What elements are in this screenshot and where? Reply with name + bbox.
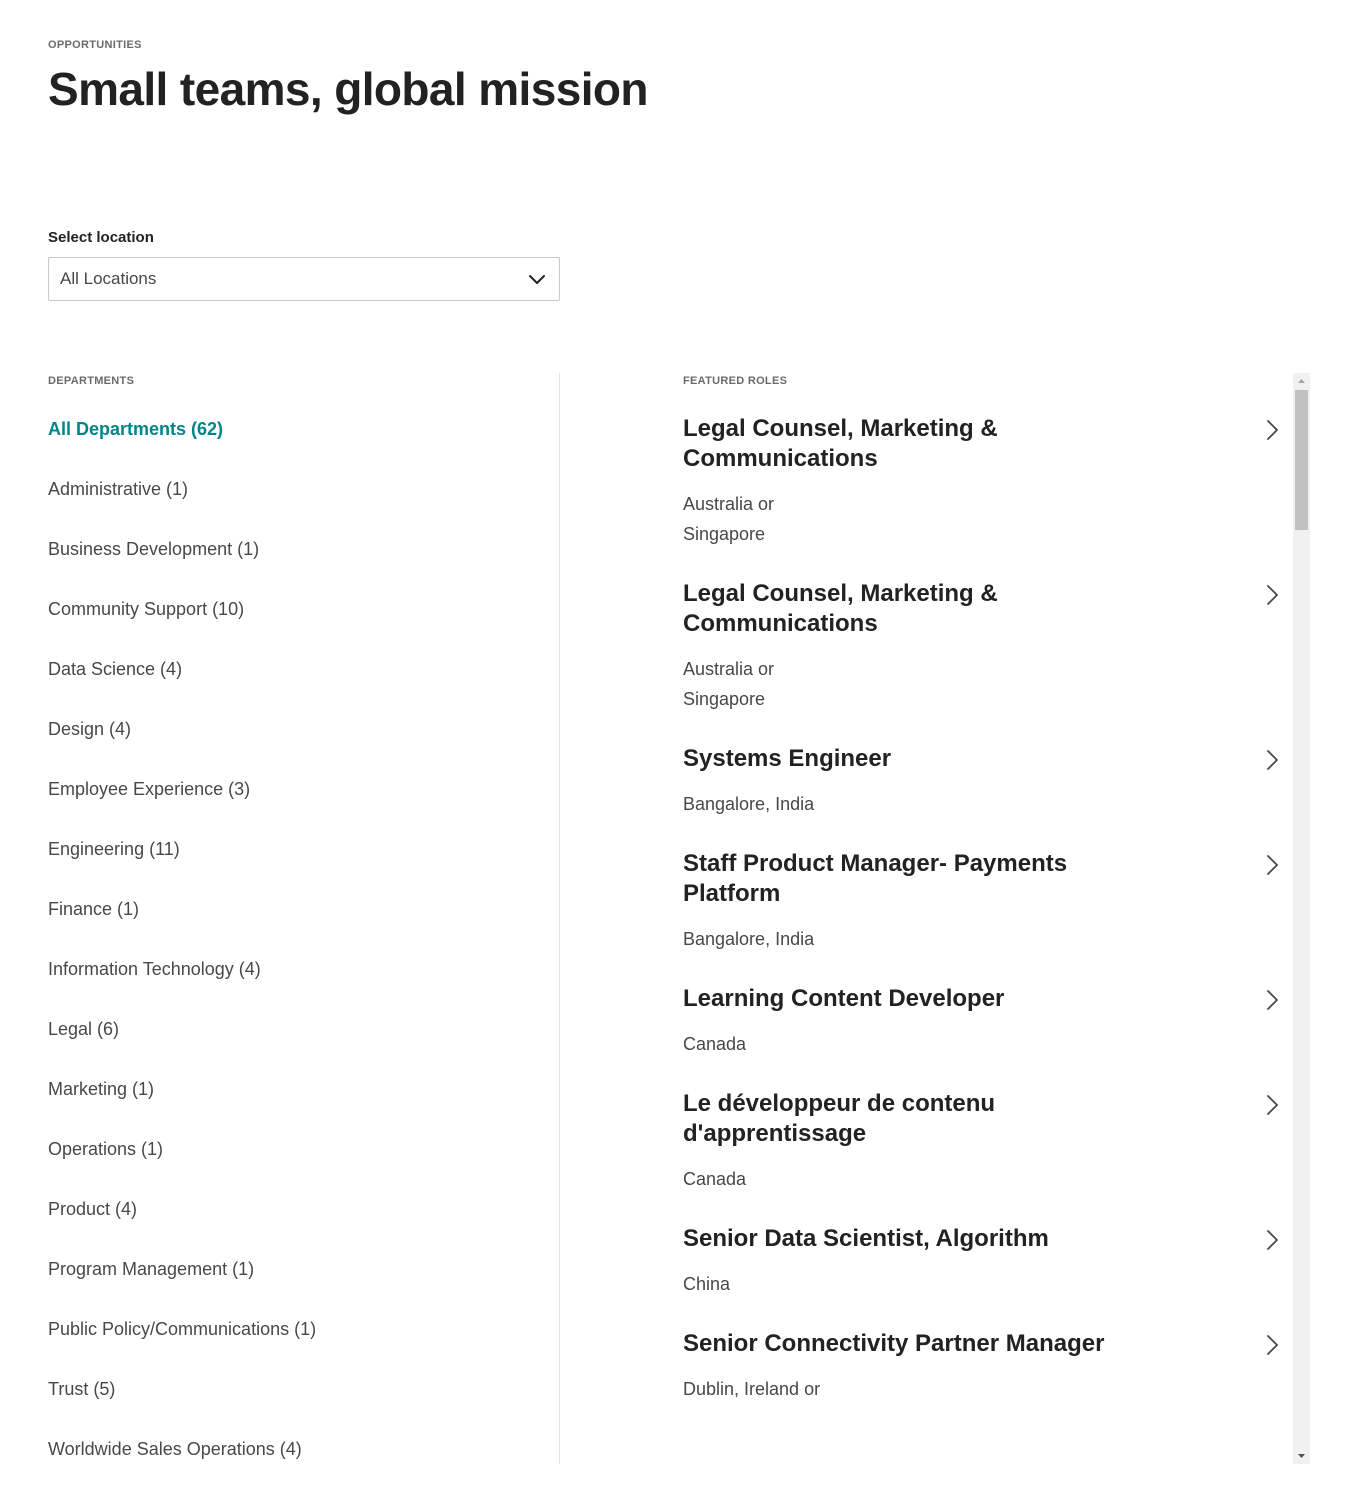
department-item[interactable]: Program Management (1) [48, 1259, 255, 1279]
chevron-right-icon [1265, 1334, 1279, 1356]
role-title: Le développeur de contenu d'apprentissage [683, 1090, 996, 1147]
role-title: Senior Connectivity Partner Manager [683, 1330, 1105, 1357]
section-eyebrow: OPPORTUNITIES [48, 39, 142, 51]
department-item[interactable]: Product (4) [48, 1199, 138, 1219]
department-item[interactable]: Employee Experience (3) [48, 779, 251, 799]
department-item[interactable]: Information Technology (4) [48, 959, 261, 979]
scroll-down-arrow-icon[interactable] [1293, 1447, 1310, 1464]
role-card[interactable] [683, 1088, 1293, 1223]
role-title: Legal Counsel, Marketing & Communications [683, 415, 998, 472]
role-card[interactable] [683, 848, 1293, 983]
role-card[interactable] [683, 578, 1293, 743]
department-item[interactable]: Marketing (1) [48, 1079, 155, 1099]
location-select[interactable] [48, 257, 560, 301]
chevron-right-icon [1265, 1094, 1279, 1116]
role-card[interactable] [683, 983, 1293, 1088]
department-list [48, 417, 538, 1497]
column-divider [559, 373, 560, 1464]
department-item[interactable]: Administrative (1) [48, 479, 189, 499]
role-card[interactable] [683, 1328, 1293, 1433]
role-location: Bangalore, India [683, 794, 815, 814]
role-location: Dublin, Ireland or [683, 1379, 821, 1399]
chevron-right-icon [1265, 419, 1279, 441]
department-item[interactable]: Worldwide Sales Operations (4) [48, 1439, 302, 1459]
department-item[interactable]: Operations (1) [48, 1139, 164, 1159]
location-select-value: All Locations [60, 269, 157, 288]
chevron-right-icon [1265, 989, 1279, 1011]
featured-roles-list [683, 413, 1293, 1464]
department-item[interactable]: Finance (1) [48, 899, 140, 919]
department-item[interactable]: All Departments (62) [48, 419, 224, 439]
department-item[interactable]: Data Science (4) [48, 659, 183, 679]
role-location: China [683, 1274, 731, 1294]
chevron-right-icon [1265, 854, 1279, 876]
location-label: Select location [48, 229, 154, 246]
scroll-up-arrow-icon[interactable] [1293, 373, 1310, 390]
department-item[interactable]: Legal (6) [48, 1019, 120, 1039]
chevron-right-icon [1265, 1229, 1279, 1251]
scrollbar-thumb[interactable] [1295, 390, 1308, 530]
departments-heading: DEPARTMENTS [48, 375, 135, 387]
chevron-right-icon [1265, 749, 1279, 771]
department-item[interactable]: Business Development (1) [48, 539, 260, 559]
role-location: Canada [683, 1169, 747, 1189]
role-title: Senior Data Scientist, Algorithm [683, 1225, 1049, 1252]
role-location: Australia or Singapore [683, 659, 775, 709]
department-item[interactable]: Public Policy/Communications (1) [48, 1319, 317, 1339]
featured-roles-heading: FEATURED ROLES [683, 375, 788, 387]
role-card[interactable] [683, 413, 1293, 578]
chevron-down-icon [527, 269, 547, 289]
role-location: Australia or Singapore [683, 494, 775, 544]
role-title: Legal Counsel, Marketing & Communications [683, 580, 998, 637]
department-item[interactable]: Community Support (10) [48, 599, 245, 619]
role-card[interactable] [683, 1223, 1293, 1328]
roles-scrollbar[interactable] [1293, 373, 1310, 1464]
role-location: Canada [683, 1034, 747, 1054]
chevron-right-icon [1265, 584, 1279, 606]
role-title: Staff Product Manager- Payments Platform [683, 850, 1068, 907]
role-card[interactable] [683, 743, 1293, 848]
role-title: Learning Content Developer [683, 985, 1005, 1012]
page-title: Small teams, global mission [48, 63, 648, 115]
role-location: Bangalore, India [683, 929, 815, 949]
department-item[interactable]: Trust (5) [48, 1379, 116, 1399]
department-item[interactable]: Engineering (11) [48, 839, 180, 859]
role-title: Systems Engineer [683, 745, 892, 772]
department-item[interactable]: Design (4) [48, 719, 132, 739]
